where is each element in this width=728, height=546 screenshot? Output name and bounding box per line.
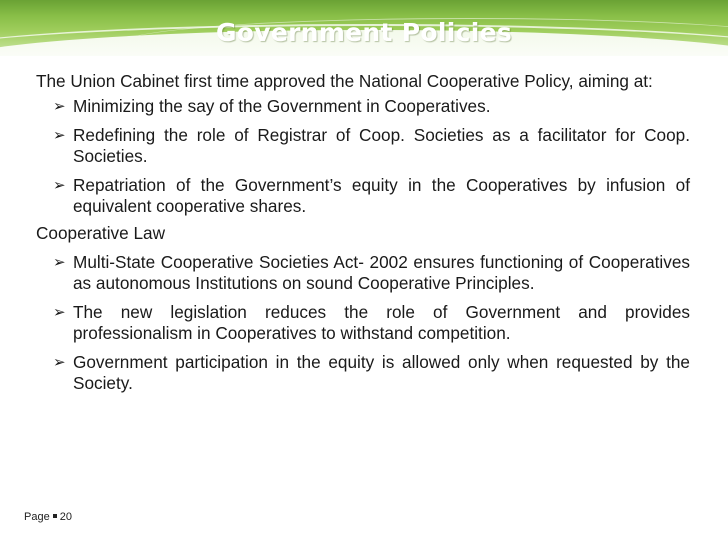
law-bullet	[36, 302, 690, 344]
arrow-bullet-icon: ➢	[53, 98, 66, 115]
policy-bullet-text: Redefining the role of Registrar of Coop. Societies as a facilitator for Coop. Societies.	[73, 125, 690, 166]
square-bullet-icon	[53, 514, 57, 518]
page-label: Page	[24, 511, 50, 523]
page-number: 20	[59, 511, 72, 523]
law-bullet-text: Multi-State Cooperative Societies Act- 2002 ensures functioning of Cooperatives as autonomous Institutions on sound Cooperative Principles.	[73, 252, 690, 293]
arrow-bullet-icon: ➢	[53, 304, 66, 321]
intro-paragraph: The Union Cabinet first time approved the National Cooperative Policy, aiming at:	[36, 71, 653, 91]
law-bullet-text: Government participation in the equity is allowed only when requested by the Society.	[73, 352, 690, 393]
policy-bullet-text: Repatriation of the Government’s equity in the Cooperatives by infusion of equivalent cooperative shares.	[73, 175, 690, 216]
arrow-bullet-icon: ➢	[53, 354, 66, 371]
law-bullet	[36, 252, 690, 294]
arrow-bullet-icon: ➢	[53, 177, 66, 194]
policy-bullet	[36, 175, 690, 217]
policy-bullet	[36, 96, 690, 117]
policy-bullet-text: Minimizing the say of the Government in Cooperatives.	[73, 96, 491, 116]
slide-body	[36, 71, 690, 394]
arrow-bullet-icon: ➢	[53, 254, 66, 271]
arrow-bullet-icon: ➢	[53, 127, 66, 144]
page-footer	[24, 511, 72, 523]
law-bullet-text: The new legislation reduces the role of Government and provides professionalism in Cooperatives to withstand competition.	[73, 302, 690, 343]
policy-bullet	[36, 125, 690, 167]
law-heading: Cooperative Law	[36, 223, 165, 243]
law-bullet	[36, 352, 690, 394]
slide-title: Government Policies	[215, 18, 513, 47]
